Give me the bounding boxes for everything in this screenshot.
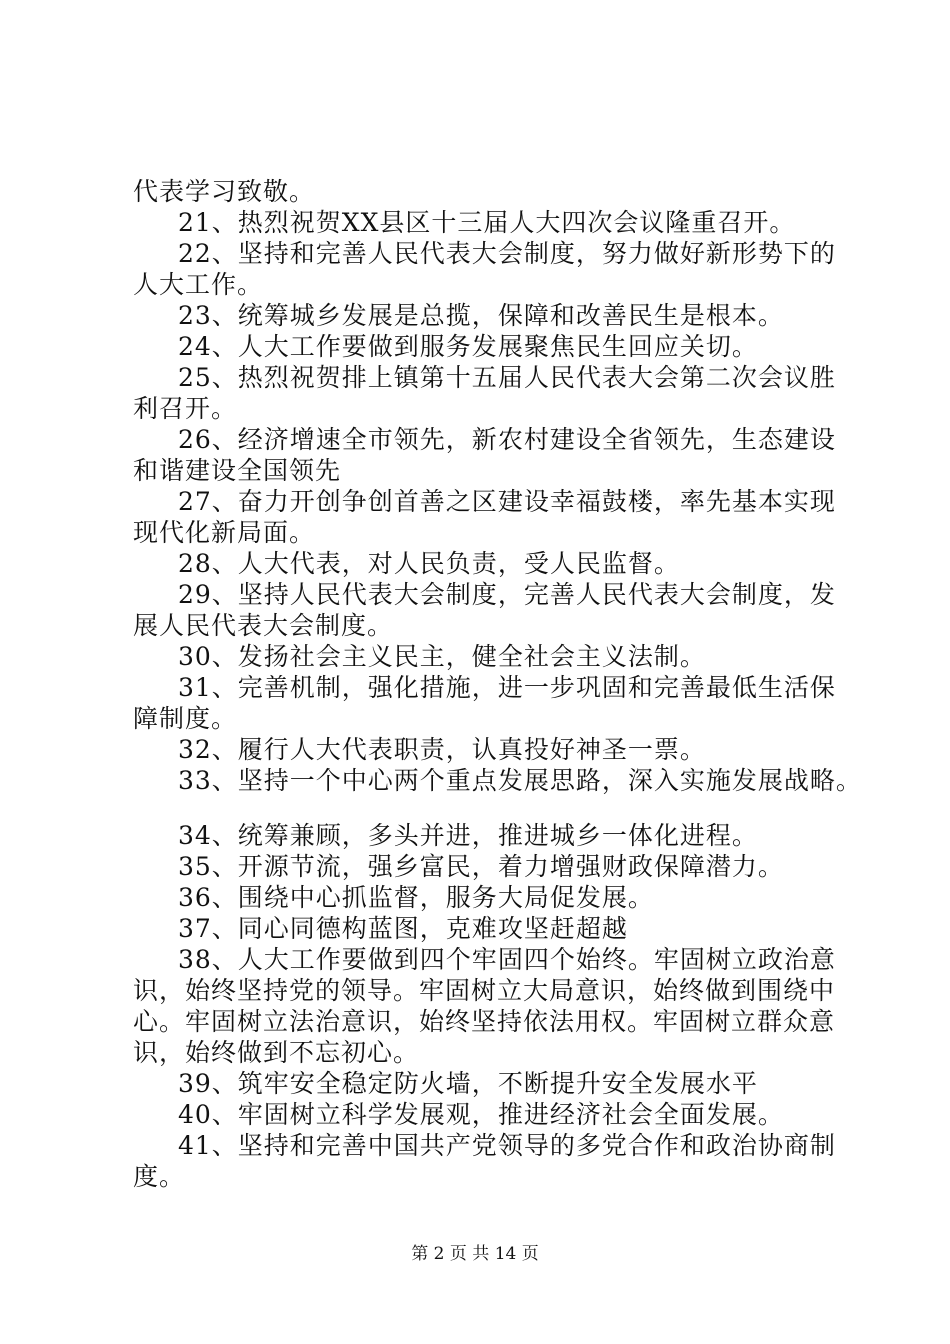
text-line: 障制度。 <box>133 704 238 733</box>
text-line: 心。牢固树立法治意识，始终坚持依法用权。牢固树立群众意 <box>133 1007 836 1036</box>
text-line: 34、统筹兼顾，多头并进，推进城乡一体化进程。 <box>178 821 758 850</box>
text-line: 37、同心同德构蓝图，克难攻坚赶超越 <box>178 914 628 943</box>
text-line: 39、筑牢安全稳定防火墙，不断提升安全发展水平 <box>178 1069 758 1098</box>
text-line: 21、热烈祝贺XX县区十三届人大四次会议隆重召开。 <box>178 208 796 237</box>
text-line: 22、坚持和完善人民代表大会制度，努力做好新形势下的 <box>178 239 836 268</box>
text-line: 33、坚持一个中心两个重点发展思路，深入实施发展战略。 <box>178 766 862 795</box>
text-line: 现代化新局面。 <box>133 518 316 547</box>
text-line: 23、统筹城乡发展是总揽，保障和改善民生是根本。 <box>178 301 784 330</box>
text-line: 38、人大工作要做到四个牢固四个始终。牢固树立政治意 <box>178 945 836 974</box>
text-line: 29、坚持人民代表大会制度，完善人民代表大会制度，发 <box>178 580 836 609</box>
text-line: 36、围绕中心抓监督，服务大局促发展。 <box>178 883 654 912</box>
text-line: 展人民代表大会制度。 <box>133 611 394 640</box>
text-line: 度。 <box>133 1162 186 1191</box>
text-line: 识，始终做到不忘初心。 <box>133 1038 420 1067</box>
text-line: 41、坚持和完善中国共产党领导的多党合作和政治协商制 <box>178 1131 836 1160</box>
text-line: 识，始终坚持党的领导。牢固树立大局意识，始终做到围绕中 <box>133 976 836 1005</box>
text-line: 代表学习致敬。 <box>133 177 316 206</box>
text-line: 27、奋力开创争创首善之区建设幸福鼓楼，率先基本实现 <box>178 487 836 516</box>
text-line: 25、热烈祝贺排上镇第十五届人民代表大会第二次会议胜 <box>178 363 836 392</box>
text-line: 31、完善机制，强化措施，进一步巩固和完善最低生活保 <box>178 673 836 702</box>
text-line: 人大工作。 <box>133 270 264 299</box>
page-number-footer: 第 2 页 共 14 页 <box>411 1244 539 1264</box>
text-line: 24、人大工作要做到服务发展聚焦民生回应关切。 <box>178 332 758 361</box>
text-line: 28、人大代表，对人民负责，受人民监督。 <box>178 549 680 578</box>
text-line: 30、发扬社会主义民主，健全社会主义法制。 <box>178 642 706 671</box>
text-line: 32、履行人大代表职责，认真投好神圣一票。 <box>178 735 706 764</box>
text-line: 和谐建设全国领先 <box>133 456 342 485</box>
text-line: 26、经济增速全市领先，新农村建设全省领先，生态建设 <box>178 425 836 454</box>
text-line: 35、开源节流，强乡富民，着力增强财政保障潜力。 <box>178 852 784 881</box>
text-line: 利召开。 <box>133 394 238 423</box>
text-line: 40、牢固树立科学发展观，推进经济社会全面发展。 <box>178 1100 784 1129</box>
